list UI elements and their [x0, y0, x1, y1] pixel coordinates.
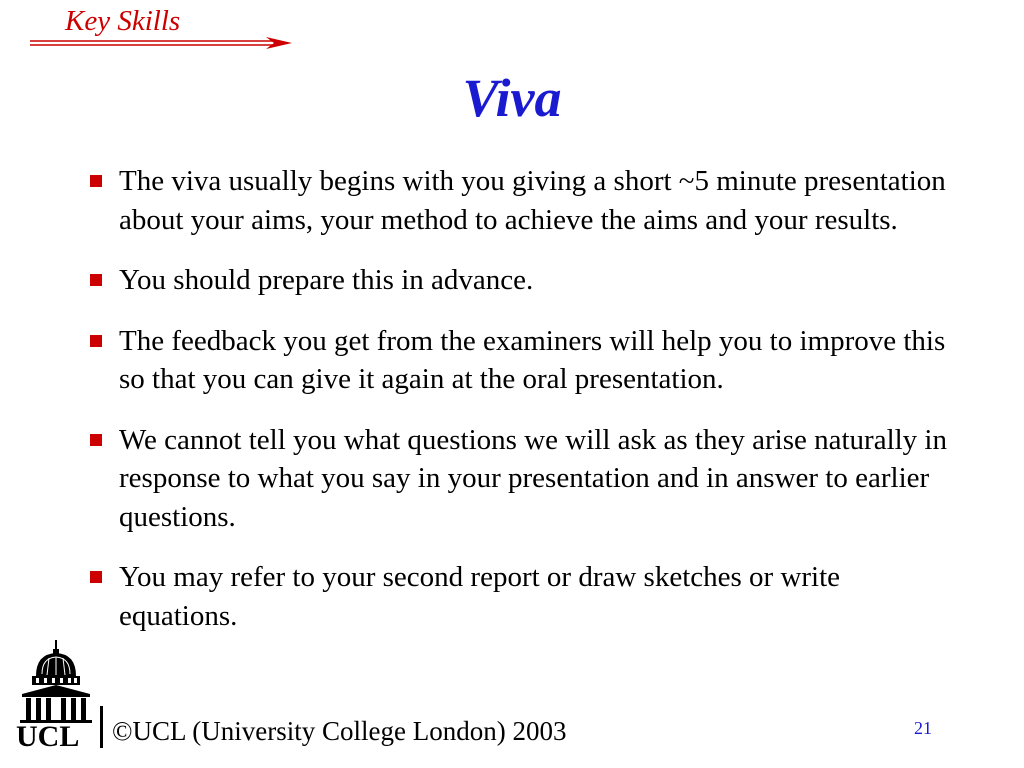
square-bullet-icon [90, 175, 102, 187]
square-bullet-icon [90, 571, 102, 583]
square-bullet-icon [90, 434, 102, 446]
bullet-list [88, 162, 948, 657]
bullet-text: We cannot tell you what questions we will ask as they arise naturally in response to what you say in your presentation and in answer to earlier questions. [119, 423, 947, 533]
bullet-text: You may refer to your second report or draw sketches or write equations. [119, 561, 841, 632]
square-bullet-icon [90, 274, 102, 286]
section-label: Key Skills [65, 5, 181, 37]
bullet-item [88, 421, 948, 537]
square-bullet-icon [90, 335, 102, 347]
slide-title: Viva [462, 68, 562, 128]
footer-copyright: ©UCL (University College London) 2003 [112, 716, 567, 746]
bullet-item [88, 322, 948, 399]
bullet-item [88, 261, 948, 300]
bullet-text: The viva usually begins with you giving a short ~5 minute presentation about your aims, your method to achieve the aims and your results. [119, 165, 946, 236]
page-number: 21 [914, 718, 932, 738]
bullet-text: The feedback you get from the examiners will help you to improve this so that you can give it again at the oral presentation. [119, 324, 946, 395]
arrow-rule-icon [30, 37, 292, 49]
logo-wordmark: UCL [16, 720, 80, 748]
bullet-item [88, 162, 948, 239]
bullet-item [88, 558, 948, 635]
ucl-portico-logo [14, 636, 104, 748]
bullet-text: You should prepare this in advance. [119, 264, 534, 296]
